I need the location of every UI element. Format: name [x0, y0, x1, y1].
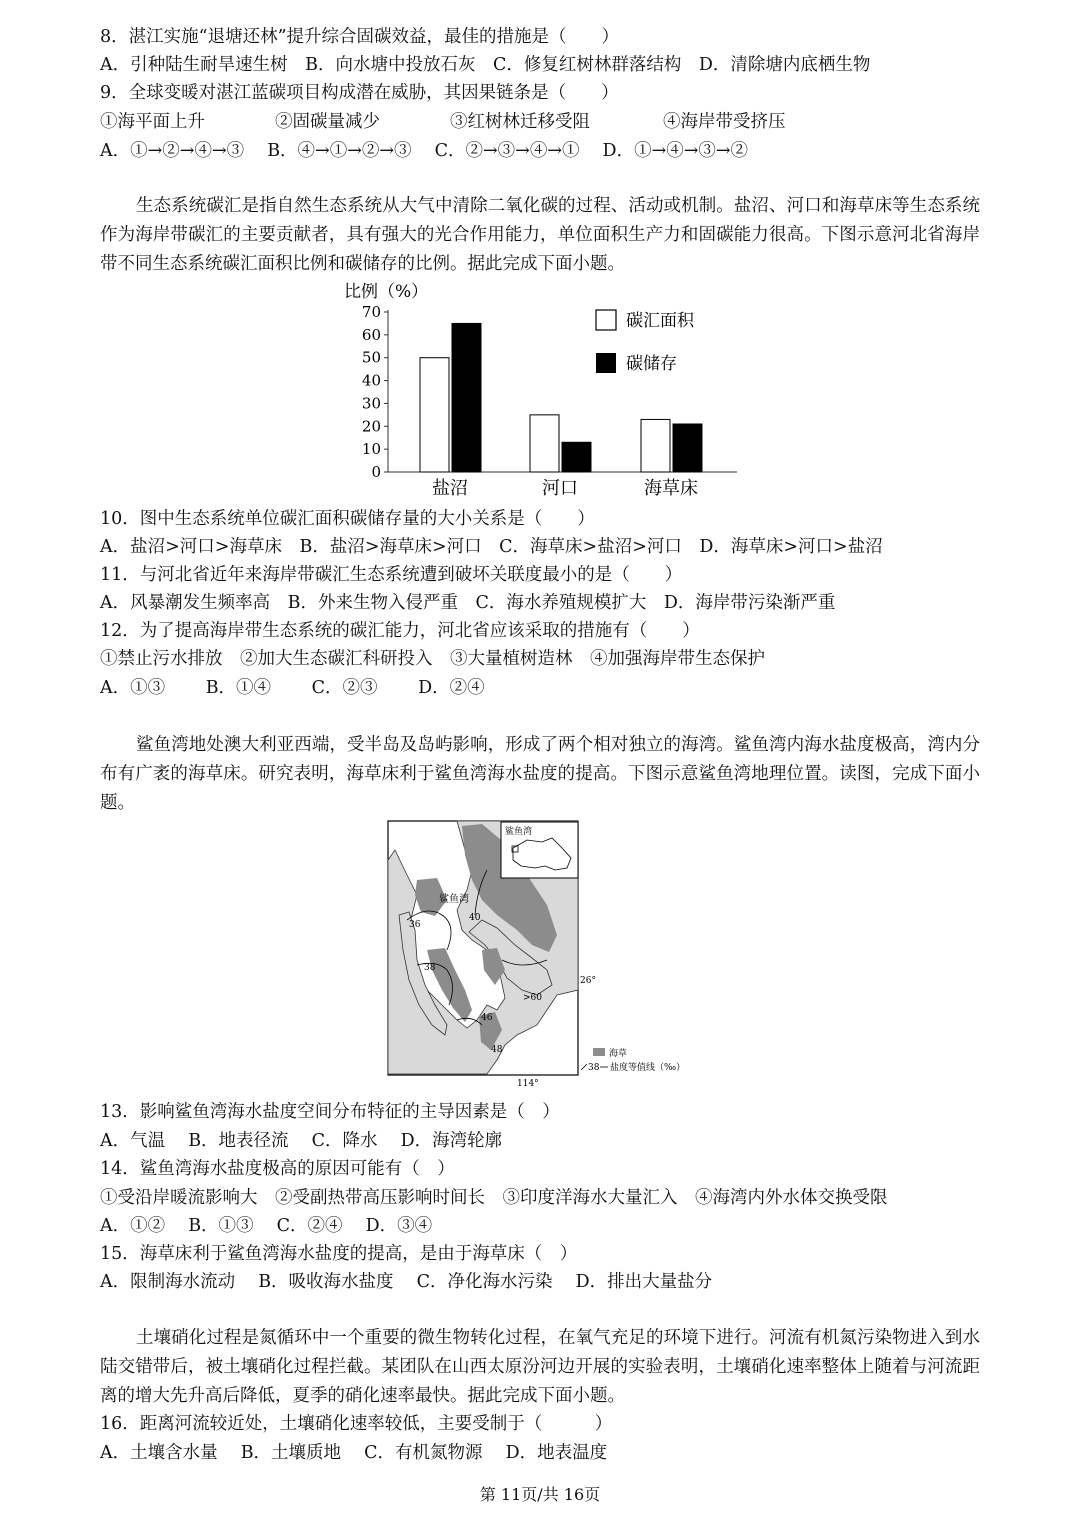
bay-label: 鲨鱼湾: [439, 894, 469, 905]
legend-area-label: 碳汇面积: [626, 311, 694, 331]
y-tick-label: 30: [361, 394, 381, 413]
q15-stem: 15．海草床利于鲨鱼湾海水盐度的提高，是由于海草床（ ）: [100, 1244, 578, 1264]
y-tick-label: 60: [361, 325, 381, 344]
q15-options: A．限制海水流动 B．吸收海水盐度 C．净化海水污染 D．排出大量盐分: [100, 1272, 713, 1292]
passage-carbon-sink: 生态系统碳汇是指自然生态系统从大气中清除二氧化碳的过程、活动或机制。盐沼、河口和海草床等生态系统作为海岸带碳汇的主要贡献者，具有强大的光合作用能力，单位面积生产力和固碳能力很高。下图示意河北省海岸带不同生态系统碳汇面积比例和碳储存的比例。据此完成下面小题。: [100, 196, 980, 274]
q13-stem: 13．影响鲨鱼湾海水盐度空间分布特征的主导因素是（ ）: [100, 1102, 560, 1122]
bar-storage-2: [562, 442, 591, 472]
q9-item-2: ②固碳量减少: [275, 112, 380, 132]
q12-stem: 12．为了提高海岸带生态系统的碳汇能力，河北省应该采取的措施有（ ）: [100, 621, 700, 641]
y-tick-label: 50: [361, 348, 381, 367]
isoline-label-60: >60: [523, 993, 542, 1003]
q16-options: A．土壤含水量 B．土壤质地 C．有机氮物源 D．地表温度: [100, 1443, 608, 1463]
legend-storage-label: 碳储存: [626, 354, 677, 374]
y-tick-label: 20: [361, 417, 381, 436]
q9-options: A．①→②→④→③ B．④→①→②→③ C．②→③→④→① D．①→④→③→②: [100, 141, 749, 161]
bar-storage-3: [673, 424, 702, 472]
legend-isoline-text: 盐度等值线（‰）: [610, 1063, 686, 1073]
y-tick-label: 40: [361, 371, 381, 390]
q10-stem: 10．图中生态系统单位碳汇面积碳储存量的大小关系是（ ）: [100, 509, 595, 529]
q13-options: A．气温 B．地表径流 C．降水 D．海湾轮廓: [100, 1131, 503, 1151]
q11-stem: 11．与河北省近年来海岸带碳汇生态系统遭到破坏关联度最小的是（ ）: [100, 565, 683, 585]
q8-options: A．引种陆生耐旱速生树 B．向水塘中投放石灰 C．修复红树林群落结构 D．清除塘内底栖生物: [100, 55, 871, 75]
isoline-label-36: 36: [409, 920, 421, 930]
isoline-label-46: 46: [481, 1013, 493, 1023]
bar-area-2: [530, 415, 559, 472]
bar-storage-1: [452, 323, 481, 472]
q12-options: A．①③ B．①④ C．②③ D．②④: [100, 678, 485, 698]
q16-stem: 16．距离河流较近处，土壤硝化速率较低，主要受制于（ ）: [100, 1414, 613, 1434]
legend-seagrass-label: 海草: [609, 1049, 628, 1059]
x-category-label: 河口: [542, 478, 578, 499]
legend-isoline-value: 38: [588, 1063, 600, 1073]
chart-y-axis: [362, 303, 388, 481]
shark-bay-map: [387, 820, 707, 1088]
lon-label: 114°: [517, 1079, 539, 1088]
page-number: 第 11页/共 16页: [479, 1485, 601, 1504]
chart-ylabel: 比例（%）: [344, 282, 429, 302]
legend-area-swatch: [596, 310, 616, 330]
x-category-label: 盐沼: [432, 478, 468, 499]
carbon-bar-chart: [330, 280, 750, 505]
q9-stem: 9．全球变暖对湛江蓝碳项目构成潜在威胁，其因果链条是（ ）: [100, 83, 619, 103]
passage-shark-bay: 鲨鱼湾地处澳大利亚西端，受半岛及岛屿影响，形成了两个相对独立的海湾。鲨鱼湾内海水盐度极高，湾内分布有广袤的海草床。研究表明，海草床利于鲨鱼湾海水盐度的提高。下图示意鲨鱼湾地理位置。读图，完成下面小题。: [100, 735, 980, 813]
q9-item-3: ③红树林迁移受阻: [450, 112, 590, 132]
y-tick-label: 70: [361, 303, 381, 321]
chart-bars: [420, 323, 702, 472]
y-tick-label: 0: [371, 463, 381, 481]
q11-options: A．风暴潮发生频率高 B．外来生物入侵严重 C．海水养殖规模扩大 D．海岸带污染渐严重: [100, 593, 836, 613]
x-category-label: 海草床: [644, 478, 698, 499]
q14-items: ①受沿岸暖流影响大 ②受副热带高压影响时间长 ③印度洋海水大量汇入 ④海湾内外水体交换受限: [100, 1188, 888, 1208]
q14-options: A．①② B．①③ C．②④ D．③④: [100, 1216, 433, 1236]
y-tick-label: 10: [361, 440, 381, 459]
legend-storage-swatch: [596, 353, 616, 373]
lat-label: 26°: [580, 976, 596, 986]
legend-seagrass-swatch: [593, 1048, 605, 1056]
isoline-label-38: 38: [424, 963, 436, 973]
q10-options: A．盐沼>河口>海草床 B．盐沼>海草床>河口 C．海草床>盐沼>河口 D．海草床>河口>盐沼: [100, 537, 883, 557]
isoline-label-48: 48: [491, 1045, 503, 1055]
q14-stem: 14．鲨鱼湾海水盐度极高的原因可能有（ ）: [100, 1159, 455, 1179]
q12-items: ①禁止污水排放 ②加大生态碳汇科研投入 ③大量植树造林 ④加强海岸带生态保护: [100, 649, 765, 669]
isoline-label-40: 40: [469, 913, 481, 923]
q8-stem: 8．湛江实施“退塘还林”提升综合固碳效益，最佳的措施是（ ）: [100, 27, 620, 47]
bar-area-1: [420, 358, 449, 472]
legend-isoline-sample: [581, 1064, 587, 1070]
passage-soil-nitrification: 土壤硝化过程是氮循环中一个重要的微生物转化过程，在氧气充足的环境下进行。河流有机氮污染物进入到水陆交错带后，被土壤硝化过程拦截。某团队在山西太原汾河边开展的实验表明，土壤硝化速率整体上随着与河流距离的增大先升高后降低，夏季的硝化速率最快。据此完成下面小题。: [100, 1328, 980, 1406]
q9-item-4: ④海岸带受挤压: [663, 112, 786, 132]
inset-label: 鲨鱼湾: [505, 827, 533, 837]
q9-item-1: ①海平面上升: [100, 112, 205, 132]
bar-area-3: [641, 419, 670, 472]
chart-x-categories: [432, 478, 698, 499]
